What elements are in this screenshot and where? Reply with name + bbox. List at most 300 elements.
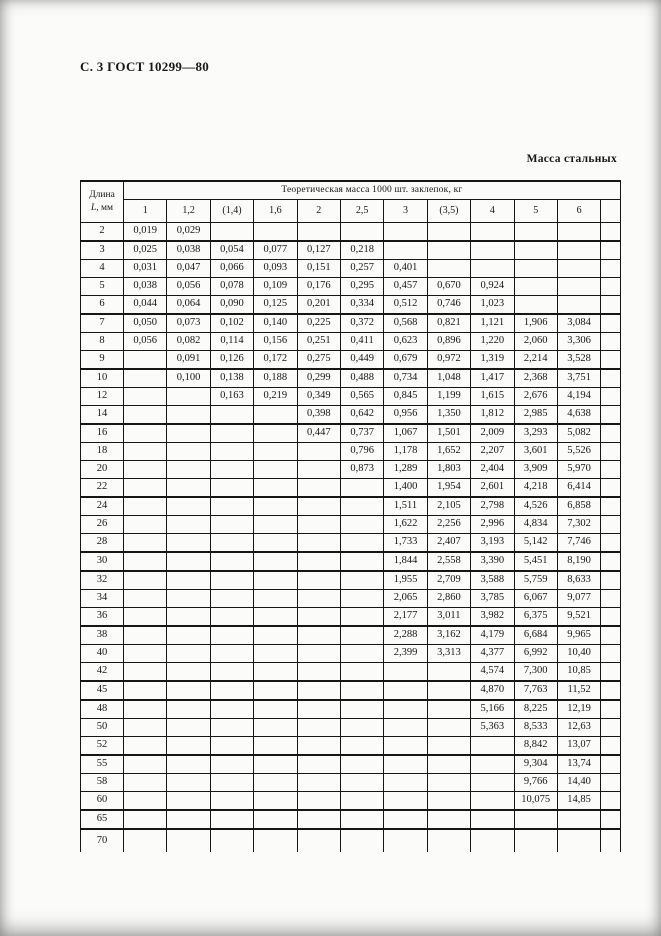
value-cell: [514, 296, 557, 315]
length-cell: 30: [81, 552, 124, 571]
value-cell: [210, 608, 253, 627]
theoretical-mass-header: Теоретическая масса 1000 шт. заклепок, кг: [124, 181, 621, 200]
value-cell: [471, 260, 514, 278]
value-cell: [254, 497, 297, 516]
value-cell: [124, 461, 167, 479]
diameter-header-cell: (1,4): [210, 200, 253, 223]
value-cell: [384, 223, 427, 242]
value-cell: 0,295: [340, 278, 383, 296]
value-cell: [254, 663, 297, 682]
value-cell: 0,140: [254, 314, 297, 333]
value-cell: 1,400: [384, 479, 427, 498]
value-cell: 13,07: [557, 737, 600, 756]
cut-column-cell: [601, 792, 621, 811]
value-cell: [297, 774, 340, 792]
value-cell: 6,858: [557, 497, 600, 516]
value-cell: [124, 351, 167, 370]
value-cell: [210, 443, 253, 461]
length-cell: 24: [81, 497, 124, 516]
value-cell: [167, 424, 210, 443]
value-cell: 2,207: [471, 443, 514, 461]
value-cell: 14,40: [557, 774, 600, 792]
value-cell: [167, 388, 210, 406]
length-cell: 28: [81, 534, 124, 553]
value-cell: 2,009: [471, 424, 514, 443]
value-cell: [254, 571, 297, 590]
table-row: [81, 626, 621, 645]
cut-column-cell: [601, 663, 621, 682]
value-cell: 0,127: [297, 241, 340, 260]
value-cell: 8,225: [514, 700, 557, 719]
value-cell: [514, 241, 557, 260]
value-cell: 0,091: [167, 351, 210, 370]
value-cell: 6,414: [557, 479, 600, 498]
value-cell: [427, 774, 470, 792]
value-cell: 1,319: [471, 351, 514, 370]
value-cell: 0,447: [297, 424, 340, 443]
value-cell: [254, 737, 297, 756]
cut-column-cell: [601, 810, 621, 829]
length-cell: 65: [81, 810, 124, 829]
value-cell: 0,299: [297, 369, 340, 388]
value-cell: 7,302: [557, 516, 600, 534]
value-cell: 10,85: [557, 663, 600, 682]
length-cell: 3: [81, 241, 124, 260]
table-row: [81, 479, 621, 498]
value-cell: 0,066: [210, 260, 253, 278]
cut-column-cell: [601, 497, 621, 516]
value-cell: [254, 645, 297, 663]
length-unit: , мм: [96, 203, 114, 213]
value-cell: 0,064: [167, 296, 210, 315]
value-cell: 0,151: [297, 260, 340, 278]
value-cell: 1,067: [384, 424, 427, 443]
value-cell: [297, 681, 340, 700]
value-cell: [297, 443, 340, 461]
value-cell: [254, 406, 297, 425]
value-cell: [210, 424, 253, 443]
value-cell: [297, 534, 340, 553]
value-cell: [254, 810, 297, 829]
diameter-header-cell: 1: [124, 200, 167, 223]
value-cell: [210, 534, 253, 553]
value-cell: [340, 608, 383, 627]
value-cell: 1,955: [384, 571, 427, 590]
value-cell: 5,526: [557, 443, 600, 461]
length-cell: 70: [81, 829, 124, 852]
value-cell: [167, 571, 210, 590]
value-cell: 0,163: [210, 388, 253, 406]
value-cell: [254, 516, 297, 534]
value-cell: 0,401: [384, 260, 427, 278]
cut-column-cell: [601, 681, 621, 700]
cut-column-cell: [601, 369, 621, 388]
value-cell: 0,225: [297, 314, 340, 333]
value-cell: [297, 516, 340, 534]
value-cell: [340, 626, 383, 645]
table-row: [81, 590, 621, 608]
value-cell: [167, 719, 210, 737]
value-cell: 1,812: [471, 406, 514, 425]
value-cell: 5,166: [471, 700, 514, 719]
page-header: С. 3 ГОСТ 10299—80: [80, 59, 210, 74]
value-cell: 1,220: [471, 333, 514, 351]
value-cell: 0,896: [427, 333, 470, 351]
value-cell: 0,077: [254, 241, 297, 260]
value-cell: [427, 737, 470, 756]
value-cell: 4,526: [514, 497, 557, 516]
value-cell: 0,138: [210, 369, 253, 388]
value-cell: 0,623: [384, 333, 427, 351]
value-cell: [210, 681, 253, 700]
value-cell: 0,670: [427, 278, 470, 296]
value-cell: [557, 810, 600, 829]
diameter-header-cell: 3: [384, 200, 427, 223]
value-cell: [254, 424, 297, 443]
value-cell: [340, 645, 383, 663]
length-cell: 10: [81, 369, 124, 388]
value-cell: 2,601: [471, 479, 514, 498]
value-cell: [427, 810, 470, 829]
cut-column-cell: [601, 424, 621, 443]
value-cell: 0,050: [124, 314, 167, 333]
value-cell: [297, 497, 340, 516]
value-cell: [124, 571, 167, 590]
value-cell: 0,565: [340, 388, 383, 406]
length-cell: 9: [81, 351, 124, 370]
length-cell: 38: [81, 626, 124, 645]
value-cell: 0,188: [254, 369, 297, 388]
value-cell: [167, 663, 210, 682]
length-cell: 58: [81, 774, 124, 792]
value-cell: 1,417: [471, 369, 514, 388]
value-cell: [557, 260, 600, 278]
value-cell: [557, 829, 600, 852]
value-cell: 3,293: [514, 424, 557, 443]
table-row: [81, 571, 621, 590]
value-cell: [297, 645, 340, 663]
value-cell: [514, 829, 557, 852]
cut-column-cell: [601, 406, 621, 425]
value-cell: 0,737: [340, 424, 383, 443]
value-cell: [384, 755, 427, 774]
value-cell: 2,985: [514, 406, 557, 425]
value-cell: 14,85: [557, 792, 600, 811]
table-row: [81, 552, 621, 571]
value-cell: 2,404: [471, 461, 514, 479]
cut-column-cell: [601, 278, 621, 296]
value-cell: [254, 681, 297, 700]
value-cell: [297, 810, 340, 829]
table-row: [81, 516, 621, 534]
value-cell: [124, 792, 167, 811]
value-cell: [471, 241, 514, 260]
value-cell: [340, 571, 383, 590]
value-cell: [167, 461, 210, 479]
length-cell: 16: [81, 424, 124, 443]
value-cell: [471, 774, 514, 792]
value-cell: 0,821: [427, 314, 470, 333]
cut-column-cell: [601, 774, 621, 792]
value-cell: 2,214: [514, 351, 557, 370]
value-cell: [210, 406, 253, 425]
value-cell: [124, 388, 167, 406]
value-cell: 1,121: [471, 314, 514, 333]
value-cell: 3,011: [427, 608, 470, 627]
value-cell: [427, 241, 470, 260]
cut-column-cell: [601, 626, 621, 645]
value-cell: [471, 829, 514, 852]
value-cell: [124, 755, 167, 774]
value-cell: 2,558: [427, 552, 470, 571]
value-cell: [514, 278, 557, 296]
value-cell: 10,075: [514, 792, 557, 811]
table-row: [81, 223, 621, 242]
table-row: [81, 406, 621, 425]
value-cell: [167, 626, 210, 645]
value-cell: 0,512: [384, 296, 427, 315]
length-cell: 8: [81, 333, 124, 351]
value-cell: [557, 278, 600, 296]
table-row: [81, 792, 621, 811]
length-symbol: L: [90, 203, 97, 213]
value-cell: [297, 829, 340, 852]
table-row: [81, 443, 621, 461]
cut-column-cell: [601, 608, 621, 627]
value-cell: 0,056: [167, 278, 210, 296]
value-cell: [340, 663, 383, 682]
value-cell: [124, 681, 167, 700]
value-cell: 2,105: [427, 497, 470, 516]
value-cell: 12,19: [557, 700, 600, 719]
length-cell: 60: [81, 792, 124, 811]
value-cell: [210, 516, 253, 534]
value-cell: 0,029: [167, 223, 210, 242]
value-cell: 9,766: [514, 774, 557, 792]
value-cell: 0,218: [340, 241, 383, 260]
value-cell: [427, 719, 470, 737]
value-cell: [210, 571, 253, 590]
cut-column-cell: [601, 260, 621, 278]
value-cell: [297, 792, 340, 811]
value-cell: [384, 829, 427, 852]
value-cell: 9,965: [557, 626, 600, 645]
value-cell: [124, 700, 167, 719]
cut-column-cell: [601, 351, 621, 370]
value-cell: 1,199: [427, 388, 470, 406]
value-cell: 4,377: [471, 645, 514, 663]
value-cell: 3,588: [471, 571, 514, 590]
value-cell: 7,746: [557, 534, 600, 553]
diameter-header-row: [81, 200, 621, 223]
value-cell: 0,642: [340, 406, 383, 425]
value-cell: [340, 223, 383, 242]
value-cell: [210, 552, 253, 571]
value-cell: 0,746: [427, 296, 470, 315]
value-cell: [167, 774, 210, 792]
value-cell: [427, 663, 470, 682]
value-cell: 3,193: [471, 534, 514, 553]
value-cell: [297, 479, 340, 498]
value-cell: [167, 552, 210, 571]
value-cell: [254, 774, 297, 792]
cut-column-cell: [601, 737, 621, 756]
value-cell: [340, 479, 383, 498]
value-cell: 0,257: [340, 260, 383, 278]
value-cell: [124, 406, 167, 425]
value-cell: [167, 497, 210, 516]
value-cell: 2,288: [384, 626, 427, 645]
value-cell: [254, 534, 297, 553]
value-cell: 8,633: [557, 571, 600, 590]
value-cell: [340, 534, 383, 553]
value-cell: [384, 774, 427, 792]
value-cell: 0,073: [167, 314, 210, 333]
value-cell: [297, 626, 340, 645]
value-cell: 5,970: [557, 461, 600, 479]
value-cell: [384, 737, 427, 756]
value-cell: 0,176: [297, 278, 340, 296]
value-cell: 0,956: [384, 406, 427, 425]
value-cell: 3,751: [557, 369, 600, 388]
value-cell: [210, 810, 253, 829]
value-cell: 5,759: [514, 571, 557, 590]
value-cell: [427, 223, 470, 242]
value-cell: [254, 608, 297, 627]
value-cell: 0,114: [210, 333, 253, 351]
value-cell: [254, 700, 297, 719]
value-cell: [514, 260, 557, 278]
value-cell: 0,275: [297, 351, 340, 370]
value-cell: 0,047: [167, 260, 210, 278]
mass-table-head: [81, 181, 621, 223]
length-cell: 22: [81, 479, 124, 498]
value-cell: [210, 719, 253, 737]
value-cell: 0,031: [124, 260, 167, 278]
cut-column-cell: [601, 223, 621, 242]
length-cell: 52: [81, 737, 124, 756]
value-cell: [297, 223, 340, 242]
table-row: [81, 351, 621, 370]
value-cell: [254, 461, 297, 479]
value-cell: [384, 663, 427, 682]
value-cell: [340, 792, 383, 811]
value-cell: [124, 608, 167, 627]
value-cell: 0,972: [427, 351, 470, 370]
value-cell: [210, 461, 253, 479]
length-cell: 45: [81, 681, 124, 700]
value-cell: [340, 810, 383, 829]
value-cell: [167, 516, 210, 534]
value-cell: [254, 479, 297, 498]
value-cell: 4,194: [557, 388, 600, 406]
value-cell: [427, 260, 470, 278]
value-cell: 0,334: [340, 296, 383, 315]
diameter-header-cell: 1,6: [254, 200, 297, 223]
value-cell: 0,025: [124, 241, 167, 260]
value-cell: [210, 626, 253, 645]
value-cell: [471, 755, 514, 774]
cut-column-cell: [601, 700, 621, 719]
table-row: [81, 260, 621, 278]
value-cell: [297, 755, 340, 774]
value-cell: [124, 534, 167, 553]
span-header-row: [81, 181, 621, 200]
value-cell: 3,528: [557, 351, 600, 370]
value-cell: 0,038: [124, 278, 167, 296]
value-cell: 2,065: [384, 590, 427, 608]
value-cell: [471, 223, 514, 242]
table-row: [81, 755, 621, 774]
value-cell: [210, 590, 253, 608]
value-cell: 1,501: [427, 424, 470, 443]
value-cell: [427, 755, 470, 774]
length-cell: 7: [81, 314, 124, 333]
length-cell: 20: [81, 461, 124, 479]
value-cell: [557, 223, 600, 242]
value-cell: [340, 755, 383, 774]
value-cell: [124, 590, 167, 608]
table-row: [81, 534, 621, 553]
table-row: [81, 663, 621, 682]
value-cell: 1,178: [384, 443, 427, 461]
value-cell: 2,256: [427, 516, 470, 534]
value-cell: 0,044: [124, 296, 167, 315]
value-cell: [210, 479, 253, 498]
table-row: [81, 314, 621, 333]
value-cell: 3,785: [471, 590, 514, 608]
value-cell: [427, 681, 470, 700]
value-cell: [167, 406, 210, 425]
cut-column-cell: [601, 590, 621, 608]
value-cell: 0,078: [210, 278, 253, 296]
value-cell: [124, 645, 167, 663]
value-cell: [124, 626, 167, 645]
value-cell: [124, 737, 167, 756]
value-cell: 2,996: [471, 516, 514, 534]
value-cell: [124, 369, 167, 388]
value-cell: [167, 681, 210, 700]
value-cell: 0,100: [167, 369, 210, 388]
value-cell: [124, 829, 167, 852]
value-cell: 4,574: [471, 663, 514, 682]
value-cell: 0,156: [254, 333, 297, 351]
diameter-header-cell: 1,2: [167, 200, 210, 223]
value-cell: [557, 241, 600, 260]
value-cell: 1,954: [427, 479, 470, 498]
length-cell: 18: [81, 443, 124, 461]
value-cell: [514, 223, 557, 242]
value-cell: 0,449: [340, 351, 383, 370]
table-row: [81, 461, 621, 479]
length-cell: 50: [81, 719, 124, 737]
value-cell: [167, 792, 210, 811]
value-cell: 0,038: [167, 241, 210, 260]
length-cell: 48: [81, 700, 124, 719]
value-cell: [124, 552, 167, 571]
value-cell: [124, 516, 167, 534]
value-cell: [340, 552, 383, 571]
value-cell: [254, 829, 297, 852]
length-header-label: Длина: [89, 190, 115, 201]
table-row: [81, 333, 621, 351]
value-cell: [254, 590, 297, 608]
value-cell: 0,172: [254, 351, 297, 370]
value-cell: [124, 810, 167, 829]
value-cell: [427, 792, 470, 811]
value-cell: 6,684: [514, 626, 557, 645]
value-cell: [427, 829, 470, 852]
